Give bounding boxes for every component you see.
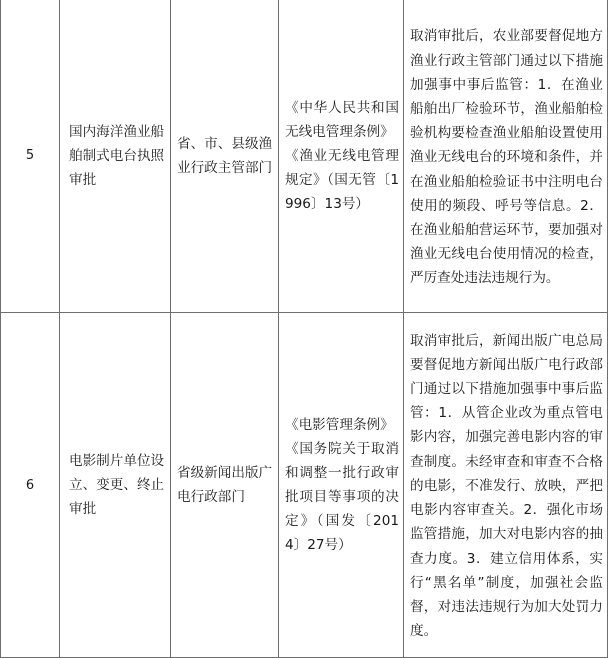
legal-basis xyxy=(279,313,404,658)
implementing-department: 省、市、县级渔业行政主管部门 xyxy=(171,0,279,313)
approval-item-name: 电影制片单位设立、变更、终止审批 xyxy=(60,313,171,658)
implementing-department: 省级新闻出版广电行政部门 xyxy=(171,313,279,658)
row-number: 6 xyxy=(1,313,60,658)
legal-basis xyxy=(279,0,404,313)
supervision-measures: 取消审批后，农业部要督促地方渔业行政主管部门通过以下措施加强事中事后监管：1．在渔业船舶出厂检验环节，渔业船舶检验机构要检查渔业船舶设置使用渔业无线电台的环境和条件，并在渔业船舶检验证书中注明电台使用的频段、呼号等信息。2．在渔业船舶营运环节，要加强对渔业无线电台使用情况的检查，严厉查处违法违规行为。 xyxy=(404,0,608,313)
table-row xyxy=(1,0,608,313)
approval-item-name: 国内海洋渔业船舶制式电台执照审批 xyxy=(60,0,171,313)
legal-basis-item: 《电影管理条例》 xyxy=(285,417,394,433)
table-row xyxy=(1,313,608,658)
supervision-measures: 取消审批后，新闻出版广电总局要督促地方新闻出版广电行政部门通过以下措施加强事中事后监管：1．从管企业改为重点管电影内容，加强完善电影内容的审查制度。未经审查和审查不合格的电影，不准发行、放映，严把电影内容审查关。2．强化市场监管措施，加大对电影内容的抽查力度。3．建立信用体系，实行“黑名单”制度，加强社会监督，对违法违规行为加大处罚力度。 xyxy=(404,313,608,658)
legal-basis-item: 《国务院关于取消和调整一批行政审批项目等事项的决定》（国发〔2014〕27号） xyxy=(285,441,399,553)
row-number: 5 xyxy=(1,0,60,313)
legal-basis-item: 《渔业无线电管理规定》（国无管〔1996〕13号） xyxy=(285,147,399,212)
legal-basis-item: 《中华人民共和国无线电管理条例》 xyxy=(285,99,399,140)
